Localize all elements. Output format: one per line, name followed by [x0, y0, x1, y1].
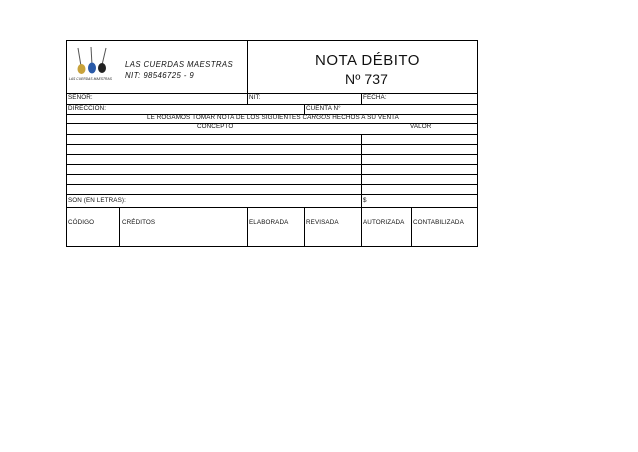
currency-symbol: $	[363, 197, 367, 204]
son-label: SON (EN LETRAS):	[68, 197, 126, 204]
cell-divider	[247, 93, 248, 104]
column-divider	[361, 134, 362, 207]
divider-line	[67, 154, 477, 155]
doc-title: NOTA DÉBITO	[315, 52, 420, 69]
notice-text	[147, 114, 399, 122]
cuenta-label: CUENTA N°	[306, 105, 341, 112]
cell-divider	[361, 207, 362, 247]
fecha-label: FECHA:	[363, 94, 387, 101]
divider-line	[67, 144, 477, 145]
debit-note-form	[66, 40, 478, 247]
autorizada-label: AUTORIZADA	[363, 219, 405, 226]
elaborada-label: ELABORADA	[249, 219, 289, 226]
notice-before: LE ROGAMOS TOMAR NOTA DE LOS SIGUIENTES	[147, 114, 303, 121]
notice-after: HECHOS A SU VENTA	[330, 114, 399, 121]
contabilizada-label: CONTABILIZADA	[413, 219, 464, 226]
concepto-header: CONCEPTO	[197, 123, 234, 130]
company-nit: NIT: 98546725 - 9	[125, 71, 195, 80]
cell-divider	[119, 207, 120, 247]
direccion-label: DIRECCIÓN:	[68, 105, 107, 112]
divider-line	[67, 174, 477, 175]
header-divider	[247, 41, 248, 93]
logo-caption: LAS CUERDAS MAESTRAS	[69, 77, 112, 81]
cell-divider	[304, 207, 305, 247]
nit-label: NIT:	[249, 94, 261, 101]
divider-line	[67, 134, 477, 135]
divider-line	[67, 104, 477, 105]
creditos-label: CRÉDITOS	[122, 219, 156, 226]
divider-line	[67, 93, 477, 94]
doc-number: Nº 737	[345, 71, 389, 87]
cell-divider	[361, 93, 362, 104]
guitar-logo	[69, 44, 115, 80]
company-name: LAS CUERDAS MAESTRAS	[125, 60, 234, 69]
revisada-label: REVISADA	[306, 219, 339, 226]
valor-header: VALOR	[410, 123, 432, 130]
divider-line	[67, 164, 477, 165]
senor-label: SEÑOR:	[68, 94, 93, 101]
cell-divider	[247, 207, 248, 247]
divider-line	[67, 184, 477, 185]
cell-divider	[411, 207, 412, 247]
notice-emphasis: CARGOS	[302, 114, 331, 121]
codigo-label: CÓDIGO	[68, 219, 95, 226]
cell-divider	[304, 104, 305, 114]
divider-line	[67, 207, 477, 208]
divider-line	[67, 194, 477, 195]
